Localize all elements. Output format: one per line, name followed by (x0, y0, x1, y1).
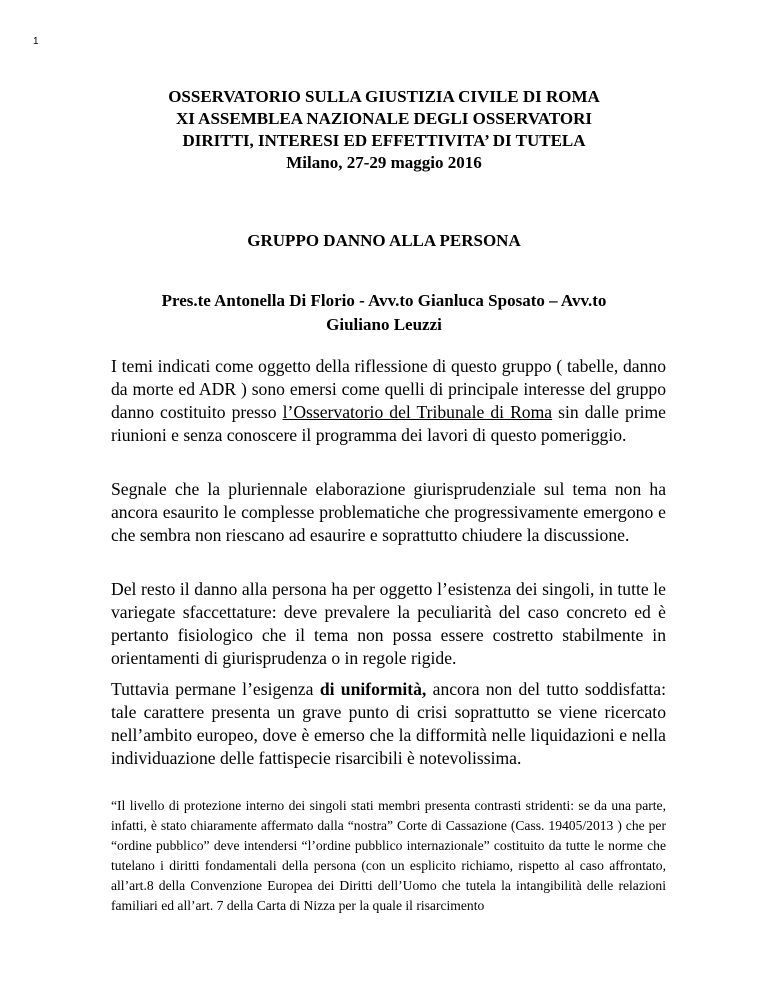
quoted-passage (111, 796, 666, 916)
paragraph-1 (111, 355, 666, 447)
authors (0, 289, 768, 337)
authors-line-1: Pres.te Antonella Di Florio - Avv.to Gianluca Sposato – Avv.to (161, 291, 607, 310)
document-header (0, 86, 768, 174)
header-line-2: XI ASSEMBLEA NAZIONALE DEGLI OSSERVATORI (175, 109, 593, 128)
paragraph-1-text-b: sin dalle prime riunioni e senza conoscere il programma dei lavori di questo pomeriggio. (111, 402, 666, 445)
paragraph-2 (111, 478, 666, 547)
header-line-3: DIRITTI, INTERESI ED EFFETTIVITA’ DI TUTELA (182, 131, 586, 150)
quoted-passage-text: “Il livello di protezione interno dei singoli stati membri presenta contrasti stridenti: se da una parte, infatti, è stato chiaramente affermato dalla “nostra” Corte di Cassazione (Cass. 19405/2013 ) che per “ordine pubblico” deve intendersi “l’ordine pubblico internazionale” costituito da tutte le norme che tutelano i diritti fondamentali della persona (con un esplicito richiamo, rispetto al caso affrontato, all’art.8 della Convenzione Europea dei Diritti dell’Uomo che tutela la intangibilità delle relazioni familiari ed all’art. 7 della Carta di Nizza per la quale il risarcimento (111, 798, 666, 913)
paragraph-1-text-a: I temi indicati come oggetto della riflessione di questo gruppo ( tabelle, danno da morte ed ADR ) sono emersi come quelli di principale interesse del gruppo danno costituito presso (111, 356, 666, 422)
osservatorio-link[interactable]: l’Osservatorio del Tribunale di Roma (282, 402, 553, 422)
paragraph-3 (111, 578, 666, 670)
paragraph-3-text: Del resto il danno alla persona ha per oggetto l’esistenza dei singoli, in tutte le variegate sfaccettature: deve prevalere la peculiarità del caso concreto ed è pertanto fisiologico che il tema non possa essere costretto stabilmente in orientamenti di giurisprudenza o in regole rigide. (111, 579, 666, 668)
header-line-1: OSSERVATORIO SULLA GIUSTIZIA CIVILE DI ROMA (168, 87, 600, 106)
paragraph-2-text: Segnale che la pluriennale elaborazione giurisprudenziale sul tema non ha ancora esaurito le complesse problematiche che progressivamente emergono e che sembra non riescano ad esaurire e soprattutto chiudere la discussione. (111, 479, 666, 545)
group-title: GRUPPO DANNO ALLA PERSONA (247, 231, 521, 250)
authors-line-2: Giuliano Leuzzi (326, 315, 442, 334)
header-line-4: Milano, 27-29 maggio 2016 (286, 153, 482, 172)
page-number: 1 (33, 36, 39, 47)
paragraph-4 (111, 678, 666, 770)
paragraph-4-text-a: Tuttavia permane l’esigenza (111, 679, 320, 699)
uniformita-emphasis: di uniformità, (319, 679, 427, 699)
paragraph-4-text-b: ancora non del tutto soddisfatta: tale carattere presenta un grave punto di crisi soprattutto se viene ricercato nell’ambito europeo, dove è emerso che la difformità nelle liquidazioni e nella individuazione delle fattispecie risarcibili è notevolissima. (111, 679, 667, 768)
